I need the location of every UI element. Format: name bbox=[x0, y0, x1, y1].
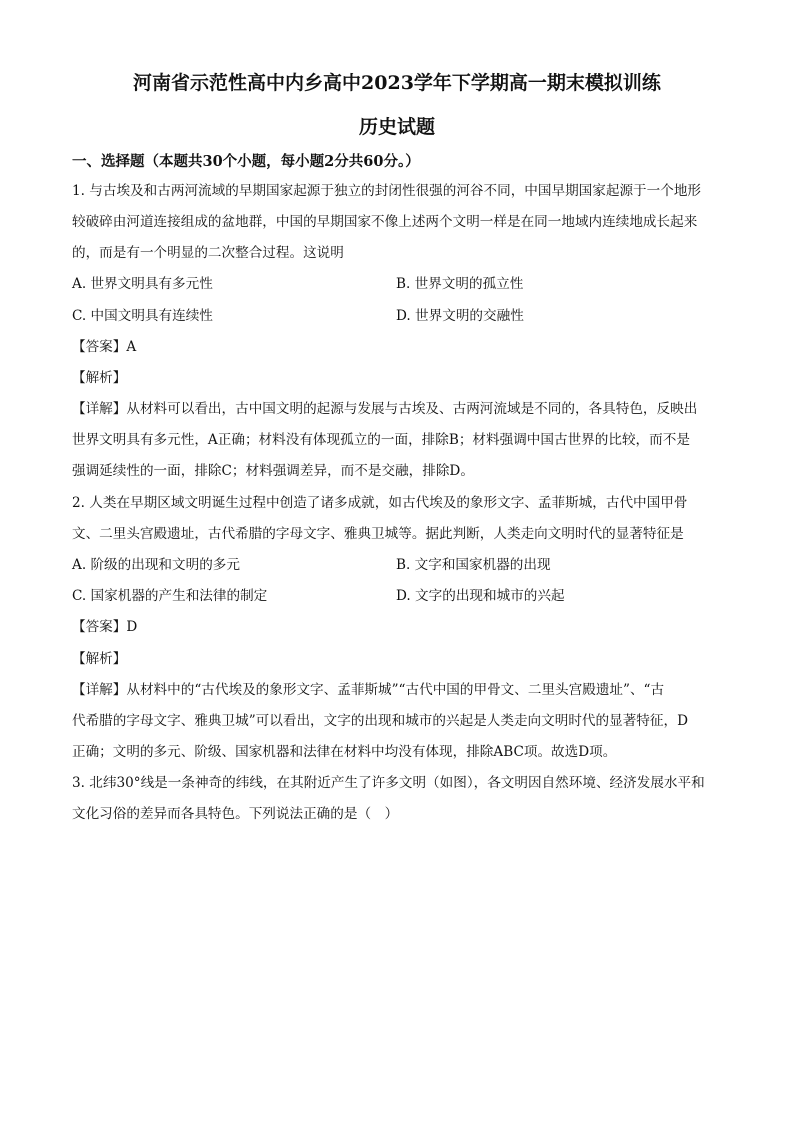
q1-detail-line-3: 强调延续性的一面，排除C；材料强调差异，而不是交融，排除D。 bbox=[72, 463, 474, 479]
section-heading: 一、选择题（本题共30个小题，每小题2分共60分。） bbox=[72, 153, 420, 170]
q1-stem-line-1: 1. 与古埃及和古两河流域的早期国家起源于独立的封闭性很强的河谷不同，中国早期国家起源于一个地形 bbox=[72, 183, 702, 199]
q2-option-c: C. 国家机器的产生和法律的制定 bbox=[72, 588, 268, 604]
q2-stem-line-2: 文、二里头宫殿遗址，古代希腊的字母文字、雅典卫城等。据此判断，人类走向文明时代的显著特征是 bbox=[72, 526, 684, 542]
q1-option-a: A. 世界文明具有多元性 bbox=[72, 276, 213, 292]
q1-analysis-label: 【解析】 bbox=[72, 370, 127, 386]
q3-stem-line-1: 3. 北纬30°线是一条神奇的纬线，在其附近产生了许多文明（如图），各文明因自然环境、经济发展水平和 bbox=[72, 775, 705, 791]
q2-analysis-label: 【解析】 bbox=[72, 651, 127, 667]
q2-stem-line-1: 2. 人类在早期区域文明诞生过程中创造了诸多成就，如古代埃及的象形文字、孟菲斯城，古代中国甲骨 bbox=[72, 495, 688, 511]
q1-detail-line-2: 世界文明具有多元性，A正确；材料没有体现孤立的一面，排除B；材料强调中国古世界的比较，而不是 bbox=[72, 432, 690, 448]
q2-answer: 【答案】D bbox=[72, 619, 138, 635]
document-subtitle: 历史试题 bbox=[358, 116, 435, 138]
q2-detail-line-1: 【详解】从材料中的“古代埃及的象形文字、孟菲斯城”“古代中国的甲骨文、二里头宫殿遗址”、“古 bbox=[72, 682, 665, 698]
document-title: 河南省示范性高中内乡高中2023学年下学期高一期末模拟训练 bbox=[133, 72, 661, 94]
q2-detail-line-3: 正确；文明的多元、阶级、国家机器和法律在材料中均没有体现，排除ABC项。故选D项。 bbox=[72, 744, 617, 760]
q1-detail-line-1: 【详解】从材料可以看出，古中国文明的起源与发展与古埃及、古两河流域是不同的，各具特色，反映出 bbox=[72, 401, 698, 417]
q1-option-b: B. 世界文明的孤立性 bbox=[396, 276, 524, 292]
q2-detail-line-2: 代希腊的字母文字、雅典卫城”可以看出，文字的出现和城市的兴起是人类走向文明时代的显著特征，D bbox=[72, 713, 688, 729]
q2-option-d: D. 文字的出现和城市的兴起 bbox=[396, 588, 565, 604]
q1-stem-line-3: 的，而是有一个明显的二次整合过程。这说明 bbox=[72, 245, 344, 261]
q2-option-b: B. 文字和国家机器的出现 bbox=[396, 557, 551, 573]
q3-stem-line-2: 文化习俗的差异而各具特色。下列说法正确的是（ ） bbox=[72, 806, 399, 822]
q1-answer: 【答案】A bbox=[72, 339, 137, 355]
q1-stem-line-2: 较破碎由河道连接组成的盆地群，中国的早期国家不像上述两个文明一样是在同一地域内连续地成长起来 bbox=[72, 214, 698, 230]
q1-option-d: D. 世界文明的交融性 bbox=[396, 308, 524, 324]
q2-option-a: A. 阶级的出现和文明的多元 bbox=[72, 557, 240, 573]
q1-option-c: C. 中国文明具有连续性 bbox=[72, 308, 213, 324]
